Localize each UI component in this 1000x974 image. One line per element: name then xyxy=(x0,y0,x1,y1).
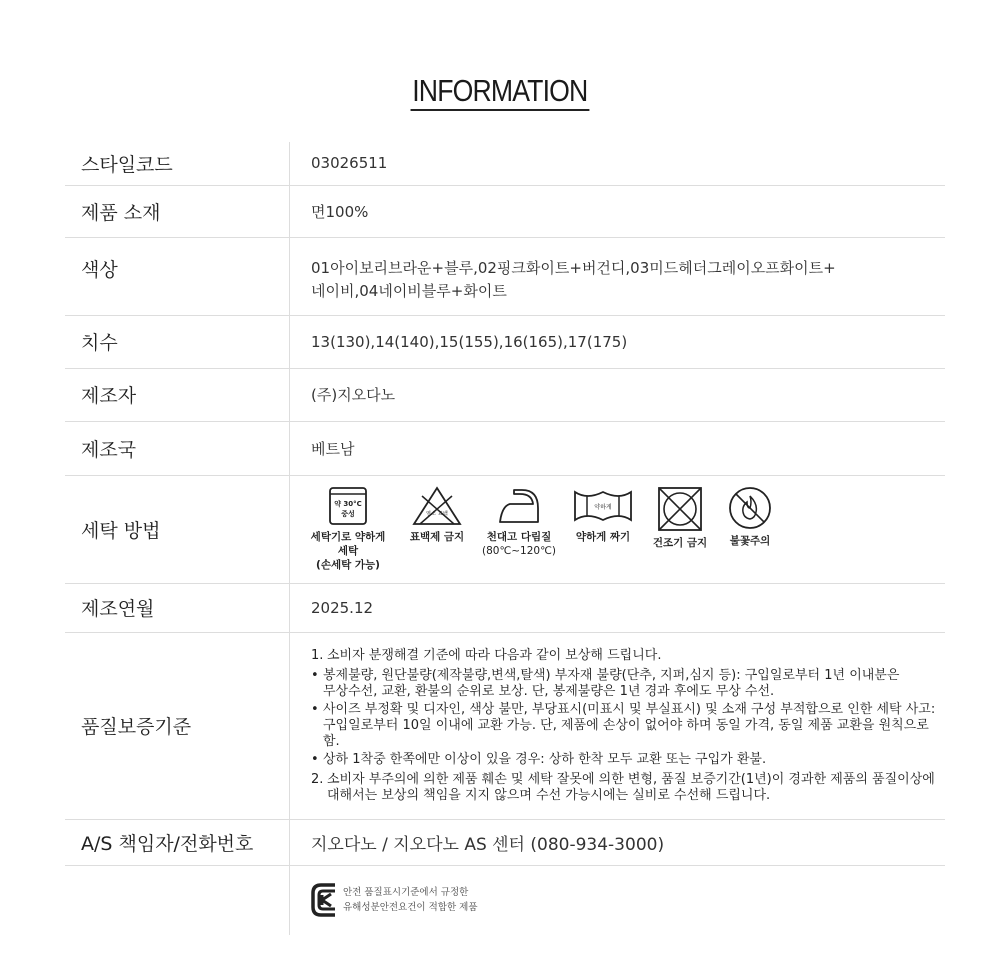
row-value: (주)지오다노 xyxy=(290,368,946,421)
bleach-text-1: 염소 xyxy=(426,511,436,517)
quality-bullet xyxy=(311,668,945,700)
row-value: 13(130),14(140),15(155),16(165),17(175) xyxy=(290,315,946,368)
row-label: 색상 xyxy=(65,237,290,315)
quality-bullet xyxy=(311,752,945,768)
quality-bullet xyxy=(311,702,945,750)
care-label-line: (손세탁 가능) xyxy=(316,559,380,571)
row-value: 베트남 xyxy=(290,421,946,475)
row-label: 제조연월 xyxy=(65,583,290,632)
quality-item-2 xyxy=(311,772,945,804)
care-item xyxy=(482,486,556,558)
bullet-text xyxy=(323,752,766,768)
care-item xyxy=(406,486,468,544)
color-line-2: 네이비,04네이비블루+화이트 xyxy=(311,281,507,300)
row-size xyxy=(65,315,945,368)
item-line: 대해서는 보상의 책임을 지지 않으며 수선 가능시에는 실비로 수선해 드립니다. xyxy=(327,787,771,803)
page-title: INFORMATION xyxy=(411,74,590,111)
bullet-line: 사이즈 부정확 및 디자인, 색상 불만, 부당표시(미표시 및 부실표시) 및 소재 구성 부적합으로 인한 세탁 사고: xyxy=(323,701,936,717)
care-label-line: 천대고 다림질 xyxy=(486,531,552,543)
row-style-code xyxy=(65,142,945,185)
care-label xyxy=(482,530,556,558)
care-label xyxy=(653,536,707,550)
bullet-line: 무상수선, 교환, 환불의 순위로 보상. 단, 봉제불량은 1년 경과 후에도 무상 수선. xyxy=(323,683,775,699)
care-label xyxy=(410,530,464,544)
wash-temp-text: 약 30°C xyxy=(334,500,362,508)
no-bleach-icon xyxy=(412,486,462,526)
row-label: 제조자 xyxy=(65,368,290,421)
flame-caution-icon xyxy=(728,486,772,530)
row-label xyxy=(65,865,290,935)
row-color xyxy=(65,237,945,315)
item-number: 2. xyxy=(311,771,324,787)
row-manufacture-date xyxy=(65,583,945,632)
bullet-text xyxy=(323,668,899,700)
row-label: 제품 소재 xyxy=(65,185,290,237)
row-country xyxy=(65,421,945,475)
care-label-line: 약하게 짜기 xyxy=(575,531,631,543)
bullet-line: 구입일로부터 10일 이내에 교환 가능. 단, 제품에 손상이 없어야 하며 동일 가격, 동일 제품 교환을 원칙으로 함. xyxy=(323,717,929,749)
row-value xyxy=(290,475,946,583)
row-material xyxy=(65,185,945,237)
care-label-line: (80℃~120℃) xyxy=(482,545,556,557)
bullet-mark: • xyxy=(311,701,319,717)
care-label-line: 건조기 금지 xyxy=(652,537,708,549)
bullet-line: 상하 1착중 한쪽에만 이상이 있을 경우: 상하 한착 모두 교환 또는 구입가 환불. xyxy=(323,751,767,767)
quality-text xyxy=(311,648,945,804)
kc-certification xyxy=(311,881,945,919)
info-table xyxy=(65,142,945,935)
item-text: 소비자 분쟁해결 기준에 따라 다음과 같이 보상해 드립니다. xyxy=(327,647,662,663)
wash-30-icon xyxy=(328,486,368,526)
care-item xyxy=(570,486,636,544)
item-text xyxy=(327,772,935,804)
row-value xyxy=(290,632,946,819)
care-label xyxy=(576,530,630,544)
color-line-1: 01아이보리브라운+블루,02핑크화이트+버건디,03미드헤더그레이오프화이트+ xyxy=(311,258,836,277)
care-item xyxy=(724,486,776,548)
care-item xyxy=(650,486,710,550)
row-label: 세탁 방법 xyxy=(65,475,290,583)
wash-neutral-text: 중성 xyxy=(341,510,355,518)
row-label: 제조국 xyxy=(65,421,290,475)
care-label xyxy=(304,530,392,572)
row-quality xyxy=(65,632,945,819)
row-value: 면100% xyxy=(290,185,946,237)
care-label xyxy=(730,534,771,548)
row-value: 지오다노 / 지오다노 AS 센터 (080-934-3000) xyxy=(290,819,946,865)
row-label: 품질보증기준 xyxy=(65,632,290,819)
row-kc xyxy=(65,865,945,935)
row-washing xyxy=(65,475,945,583)
row-value: 03026511 xyxy=(290,142,946,185)
care-label-line: 세탁기로 약하게 세탁 xyxy=(310,531,386,557)
care-label-line: 표백제 금지 xyxy=(409,531,465,543)
kc-line: 안전 품질표시기준에서 규정한 xyxy=(343,887,469,899)
item-number: 1. xyxy=(311,647,324,663)
bullet-line: 봉제불량, 원단불량(제작불량,변색,탈색) 부자재 불량(단추, 지퍼,심지 등): 구입일로부터 1년 이내분은 xyxy=(323,667,900,683)
row-label: 치수 xyxy=(65,315,290,368)
row-manufacturer xyxy=(65,368,945,421)
kc-mark-icon xyxy=(311,881,337,919)
bullet-mark: • xyxy=(311,667,319,683)
kc-line: 유해성분안전요건이 적합한 제품 xyxy=(343,902,478,914)
row-as xyxy=(65,819,945,865)
item-line: 소비자 부주의에 의한 제품 훼손 및 세탁 잘못에 의한 변형, 품질 보증기간(1년)이 경과한 제품의 품질이상에 xyxy=(327,771,935,787)
wring-gently-icon xyxy=(573,486,633,526)
no-tumble-dry-icon xyxy=(657,486,703,532)
row-label: A/S 책임자/전화번호 xyxy=(65,819,290,865)
quality-item-1 xyxy=(311,648,945,664)
care-label-line: 불꽃주의 xyxy=(729,535,771,547)
bullet-mark: • xyxy=(311,751,319,767)
row-value xyxy=(290,237,946,315)
row-label: 스타일코드 xyxy=(65,142,290,185)
care-item xyxy=(304,486,392,572)
row-value xyxy=(290,865,946,935)
kc-text xyxy=(343,885,478,915)
iron-icon xyxy=(496,486,542,526)
bullet-text xyxy=(323,702,945,750)
care-icons xyxy=(304,486,945,572)
wring-text: 약하게 xyxy=(594,504,612,511)
row-value: 2025.12 xyxy=(290,583,946,632)
bleach-text-2: 표백 xyxy=(438,511,448,517)
